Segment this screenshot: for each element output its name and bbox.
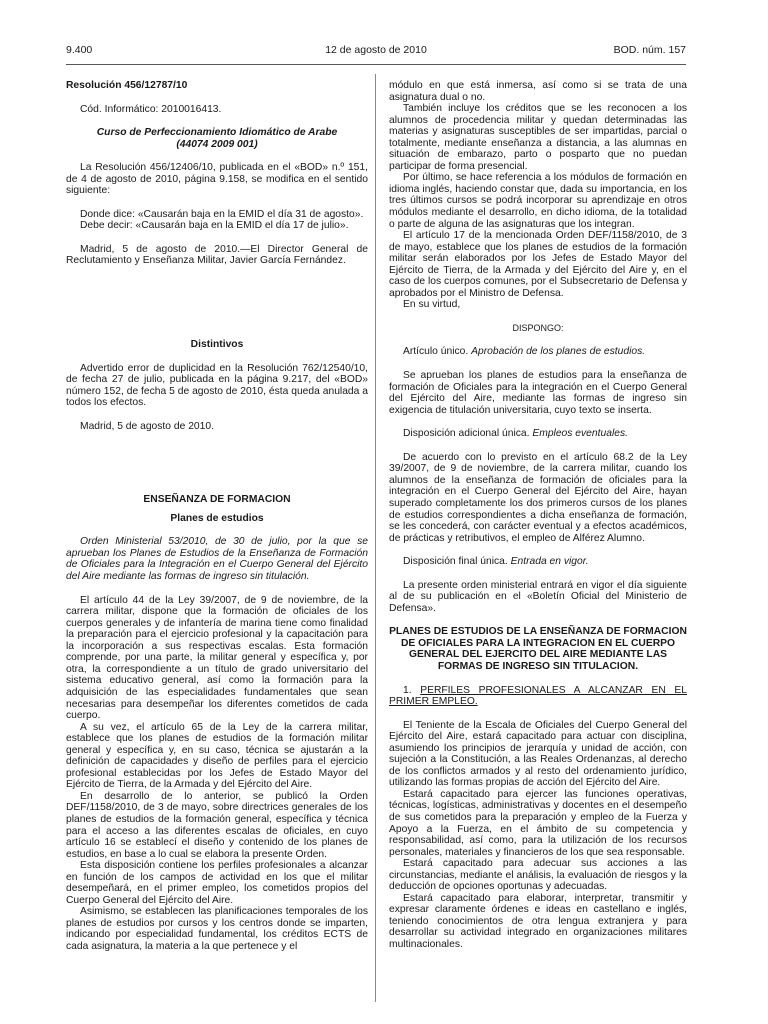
resolution-title: Resolución 456/12787/10 — [66, 80, 188, 91]
order-title: Orden Ministerial 53/2010, de 30 de julio, por la que se aprueban los Planes de Estudios de la Enseñanza de Formación de Oficiales para la Integración en el Cuerpo General del Ejército del Aire mediante las formas de ingreso sin titulación. — [66, 536, 368, 583]
body-paragraph: En su virtud, — [403, 299, 461, 311]
distintivos-paragraph: Advertido error de duplicidad en la Resolución 762/12540/10, de fecha 27 de julio, publicada en la página 9.217, del «BOD» número 152, de fecha 5 de agosto de 2010, ésta queda anulada a todos los efectos. — [66, 362, 368, 409]
page-header — [66, 44, 686, 60]
section-heading-distintivos: Distintivos — [190, 339, 244, 351]
article-paragraph: Se aprueban los planes de estudios para la enseñanza de formación de Oficiales para la integración en el Cuerpo General del Ejército del Aire, mediante las formas de ingreso sin exigencia de titulación universitaria, cuyo texto se inserta. — [389, 370, 687, 416]
additional-provision-heading — [389, 428, 687, 440]
resolution-paragraph: La Resolución 456/12406/10, publicada en el «BOD» n.º 151, de 4 de agosto de 2010, página 9.158, se modifica en el sentido siguiente: — [66, 162, 368, 197]
dispongo-heading: DISPONGO: — [512, 322, 564, 333]
final-provision-heading — [389, 556, 687, 568]
body-paragraph: Por último, se hace referencia a los módulos de formación en idioma inglés, haciendo constar que, dada su importancia, en los tres últimos cursos se podrá incorporar su aprendizaje en otros módulos mediante el desarrollo, en dicho idioma, de la totalidad o parte de alguna de las asignaturas que los integran. — [389, 172, 687, 230]
section-1-heading — [389, 685, 687, 708]
final-provision-label: Disposición final única. — [403, 556, 508, 568]
bulletin-number: BOD. núm. 157 — [613, 44, 686, 56]
profile-paragraph: Estará capacitado para ejercer las funciones operativas, técnicas, logísticas, administrativas y docentes en el desempeño de sus cometidos para la preparación y empleo de la Fuerza y Apoyo a la Fuerza, en el ámbito de su competencia y responsabilidad, así como, para la utilización de los recursos personales, materiales y financieros de los que sea responsable. — [389, 788, 687, 858]
right-column — [389, 80, 687, 951]
column-divider — [375, 74, 376, 1002]
resolution-code: Cód. Informático: 2010016413. — [80, 103, 222, 115]
page-number: 9.400 — [66, 44, 93, 56]
section-1-number: 1. — [403, 684, 412, 696]
body-paragraph: El artículo 17 de la mencionada Orden DEF/1158/2010, de 3 de mayo, establece que los planes de estudios de la formación militar serán elaborados por los Jefes de Estado Mayor del Ejército de Tierra, de la Armada y del Ejército del Aire y, en el caso de los cuerpos comunes, por el Subsecretario de Defensa y aprobados por el Ministro de Defensa. — [389, 230, 687, 299]
profile-paragraph: Estará capacitado para elaborar, interpretar, transmitir y expresar claramente órdenes e ideas en castellano e inglés, teniendo conocimientos de otra lengua extranjera y para desarrollar su actividad integrado en organizaciones militares multinacionales. — [389, 892, 687, 950]
order-paragraph: En desarrollo de lo anterior, se publicó la Orden DEF/1158/2010, de 3 de mayo, sobre directrices generales de los planes de estudios de la formación general, específica y técnica para el acceso a las diferentes escalas de oficiales, en cuyo artículo 16 se establecí el diseño y contenido de los planes de estudios, en base a lo cual se elabora la presente Orden. — [66, 790, 368, 860]
header-rule — [66, 64, 686, 65]
resolution-paragraph: Donde dice: «Causarán baja en la EMID el día 31 de agosto». — [80, 208, 364, 220]
order-paragraph: Esta disposición contiene los perfiles profesionales a alcanzar en función de los campos de actividad en los que el militar desempeñará, en el primer empleo, los cometidos propios del Cuerpo General del Ejército del Aire. — [66, 860, 368, 906]
final-provision-paragraph: La presente orden ministerial entrará en vigor el día siguiente al de su publicación en el «Boletín Oficial del Ministerio de Defensa». — [389, 579, 687, 614]
body-paragraph: También incluye los créditos que se les reconocen a los alumnos de procedencia militar y quedan determinadas las materias y asignaturas susceptibles de ser impartidas, parcial o totalmente, mediante enseñanza a distancia, a las alumnas en situación de embarazo, parto o posparto que no puedan participar de forma presencial. — [389, 103, 687, 172]
section-1-title: PERFILES PROFESIONALES A ALCANZAR EN EL PRIMER EMPLEO. — [389, 684, 687, 708]
final-provision-title: Entrada en vigor. — [510, 556, 589, 568]
profile-paragraph: El Teniente de la Escala de Oficiales del Cuerpo General del Ejército del Aire, estará capacitado para actuar con disciplina, asumiendo los principios de jerarquía y unidad de acción, con sujeción a la Constitución, a las Reales Ordenanzas, al derecho de los conflictos armados y al resto del ordenamiento jurídico, utilizando las formas propias de acción del Ejército del Aire. — [389, 719, 687, 789]
resolution-paragraph: Debe decir: «Causarán baja en la EMID el día 17 de julio». — [80, 220, 349, 232]
left-column — [66, 80, 368, 953]
section-heading-ensenanza: ENSEÑANZA DE FORMACION — [143, 494, 291, 506]
course-title-line-1: Curso de Perfeccionamiento Idiomático de Arabe — [96, 127, 338, 139]
profile-paragraph: Estará capacitado para adecuar sus acciones a las circunstancias, mediante el análisis, la evaluación de riesgos y la deducción de opciones oportunas y adecuadas. — [389, 858, 687, 893]
distintivos-signature: Madrid, 5 de agosto de 2010. — [80, 420, 214, 432]
publication-date: 12 de agosto de 2010 — [325, 44, 427, 56]
resolution-signature: Madrid, 5 de agosto de 2010.—El Director General de Reclutamiento y Enseñanza Militar, Javier García Fernández. — [66, 243, 368, 267]
article-label: Artículo único. — [403, 346, 469, 358]
order-paragraph: El artículo 44 de la Ley 39/2007, de 9 de noviembre, de la carrera militar, dispone que la formación de oficiales de los cuerpos generales y de infantería de marina tiene como finalidad la preparación para el ejercicio profesional y la capacitación para la incorporación a sus respectivas escalas. Esta formación comprende, por una parte, la militar general y específica y, por otra, la correspondiente a un título de grado universitario del sistema educativo general, así como la formación para la adquisición de las especialidades fundamentales que sean necesarias para desempeñar los diferentes cometidos de cada cuerpo. — [66, 594, 368, 722]
article-heading — [389, 346, 687, 358]
planes-heading: PLANES DE ESTUDIOS DE LA ENSEÑANZA DE FORMACION DE OFICIALES PARA LA INTEGRACION EN EL CUERPO GENERAL DEL EJERCITO DEL AIRE MEDIANTE LAS FORMAS DE INGRESO SIN TITULACION. — [389, 626, 687, 672]
order-paragraph: A su vez, el artículo 65 de la Ley de la carrera militar, establece que los planes de estudios de la formación militar general y específica y, en su caso, técnica se ajustarán a la definición de capacidades y diseño de perfiles para el ejercicio profesional establecidas por los Jefes de Estado Mayor del Ejército de Tierra, de la Armada y del Ejército del Aire. — [66, 721, 368, 791]
additional-provision-label: Disposición adicional única. — [403, 428, 530, 440]
course-title — [66, 127, 368, 150]
order-paragraph: Asimismo, se establecen las planificaciones temporales de los planes de estudios por cursos y los centros donde se imparten, indicando por especialidad fundamental, los créditos ECTS de cada asignatura, la materia a la que pertenece y el — [66, 906, 368, 952]
body-paragraph: módulo en que está inmersa, así como si se trata de una asignatura dual o no. — [389, 80, 687, 103]
section-heading-planes: Planes de estudios — [170, 512, 264, 524]
article-title: Aprobación de los planes de estudios. — [471, 346, 646, 358]
additional-provision-paragraph: De acuerdo con lo previsto en el artículo 68.2 de la Ley 39/2007, de 9 de noviembre, de la carrera militar, cuando los alumnos de la enseñanza de formación de oficiales para la integración en el Cuerpo General del Ejército del Aire, hayan superado completamente los dos primeros cursos de los planes de estudios correspondientes a dicha enseñanza de formación, se les concederá, con carácter eventual y a efectos académicos, de prácticas y retributivos, el empleo de Alférez Alumno. — [389, 451, 687, 544]
course-title-line-2: (44074 2009 001) — [176, 138, 258, 150]
additional-provision-title: Empleos eventuales. — [532, 428, 628, 440]
